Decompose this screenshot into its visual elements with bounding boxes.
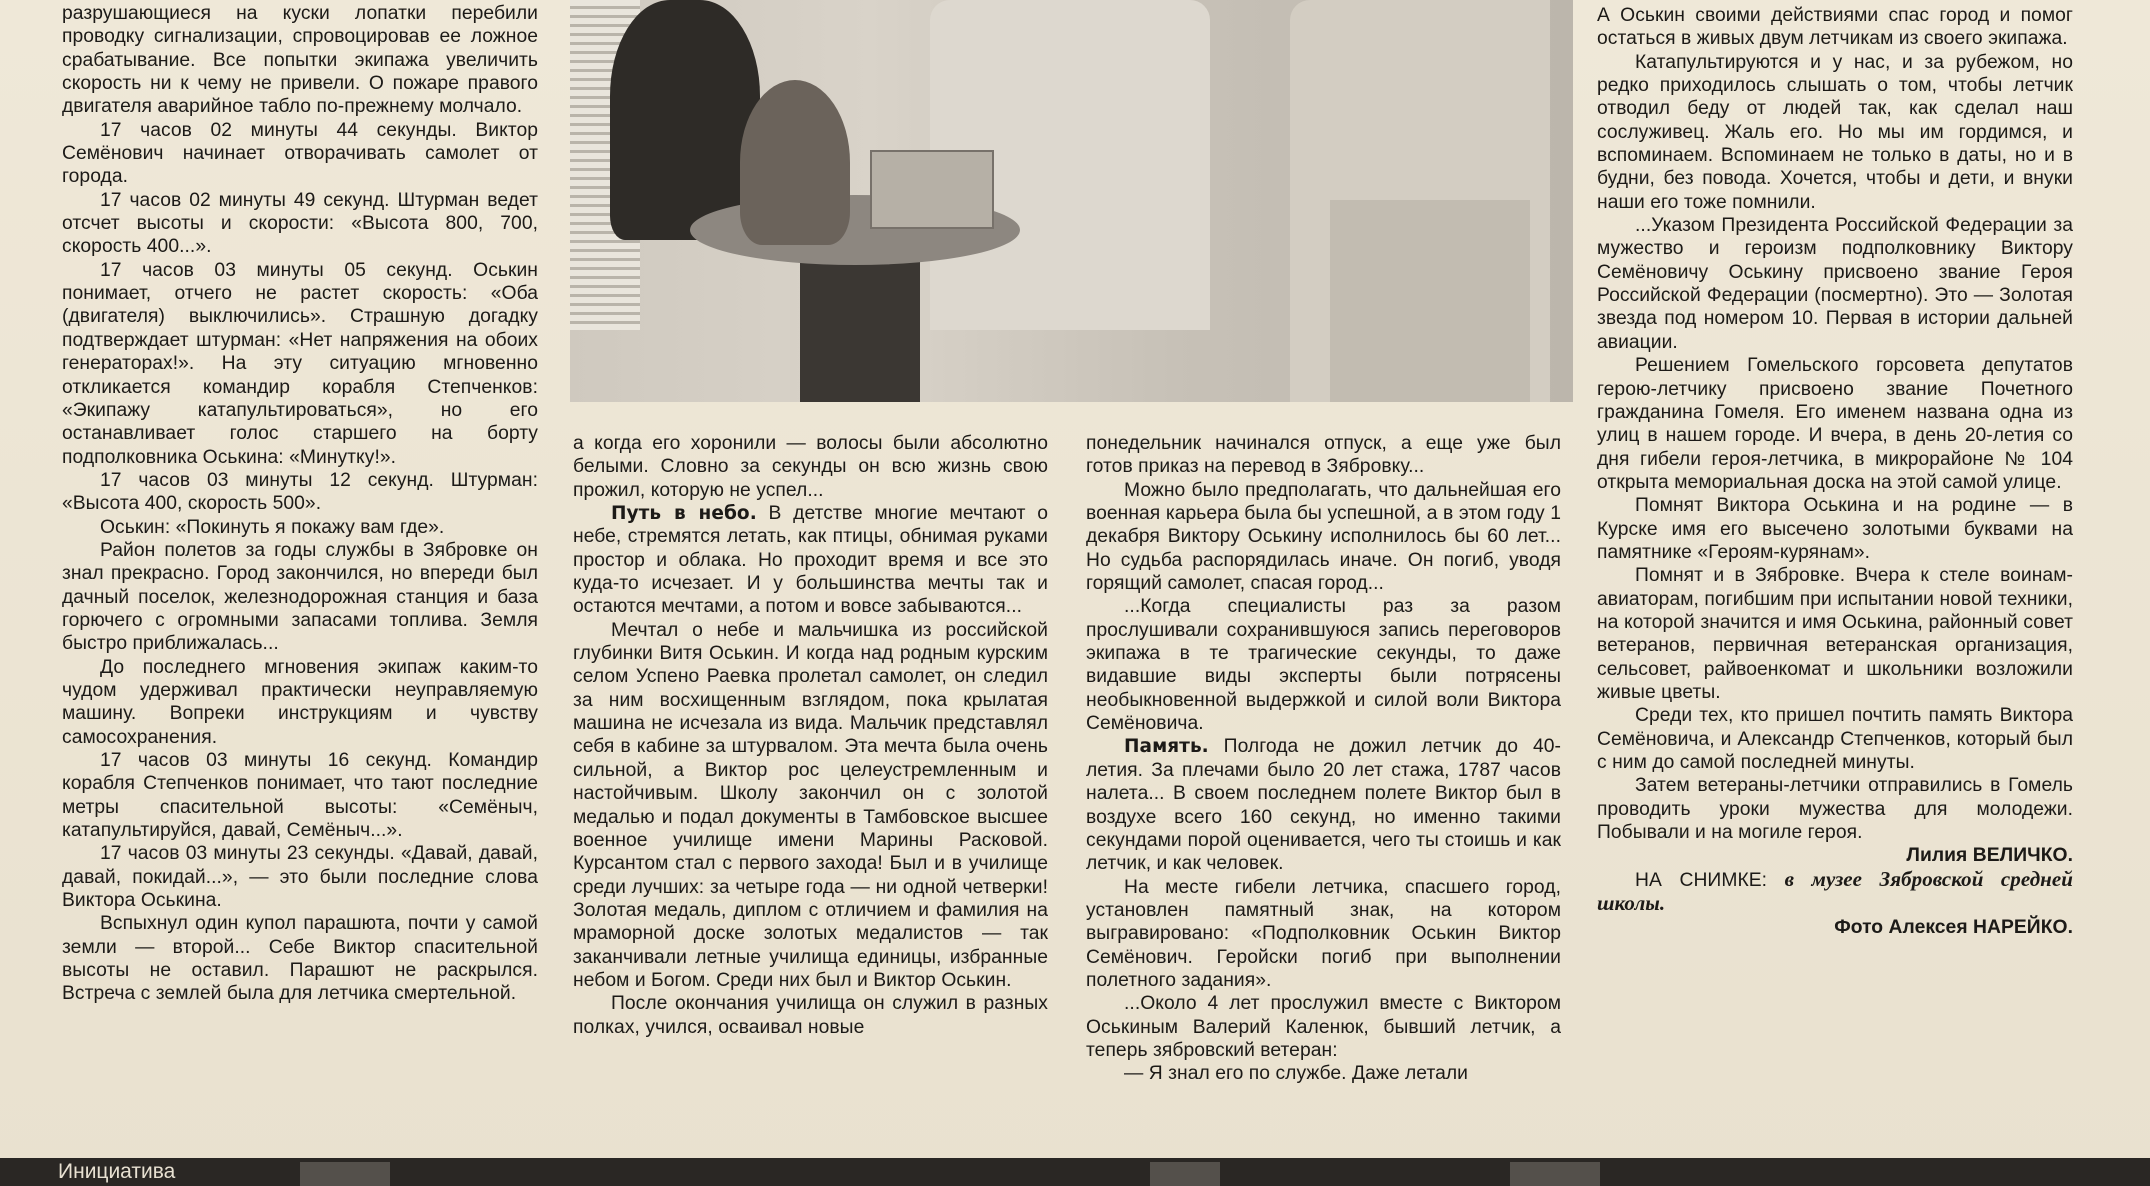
paragraph: Район полетов за годы службы в Зябровке он знал прекрасно. Город закончился, но впереди был дачный поселок, железнодорожная станция и база горючего с огромными запасами топлива. Земля быстро приближалась... [62,539,538,655]
author-signature: Лилия ВЕЛИЧКО. [1906,845,2073,867]
paragraph: На месте гибели летчика, спасшего город, установлен памятный знак, на котором выгравировано: «Подполковник Оськин Виктор Семёнович. Геройски погиб при выполнении полетного задания». [1086,876,1561,991]
paragraph: понедельник начинался отпуск, а еще уже был готов приказ на перевод в Зябровку... [1086,433,1561,478]
article-photo [570,0,1573,402]
paragraph: Среди тех, кто пришел почтить память Виктора Семёновича, и Александр Степченков, который был с ним до самой последней минуты. [1597,705,2073,773]
headline-letter-block [1150,1162,1220,1186]
paragraph: Помнят и в Зябровке. Вчера к стеле воинам-авиаторам, погибшим при испытании новой техники, на которой значится и имя Оськина, районный совет ветеранов, первичная ветеранская организация, сельсовет, райвоенкомат и школьники возложили живые цветы. [1597,565,2073,703]
paragraph: Помнят Виктора Оськина и на родине — в Курске имя его высечено золотыми буквами на памятнике «Героям-курянам». [1597,495,2073,563]
photo-person-right-pants [1330,200,1530,402]
article-column-1 [62,2,538,1006]
paragraph: Решением Гомельского горсовета депутатов герою-летчику присвоено звание Почетного гражданина Гомеля. Его именем названа одна из улиц в нашем городе. И вчера, в день 20-летия со дня гибели героя-летчика, в микрорайоне № 104 открыта мемориальная доска на этой самой улице. [1597,355,2073,493]
photo-credit: Фото Алексея НАРЕЙКО. [1834,917,2073,939]
rubric-label: Инициатива [58,1160,176,1183]
paragraph: Вспыхнул один купол парашюта, почти у самой земли — второй... Себе Виктор спасительной высоты не оставил. Парашют не раскрылся. Встреча с землей была для летчика смертельной. [62,913,538,1005]
paragraph: 17 часов 03 минуты 23 секунды. «Давай, давай, давай, покидай...», — это были последние слова Виктора Оськина. [62,843,538,912]
paragraph: ...Около 4 лет прослужил вместе с Виктором Оськиным Валерий Каленюк, бывший летчик, а теперь зябровский ветеран: [1086,993,1561,1061]
paragraph-text: В детстве многие мечтают о небе, стремятся летать, как птицы, обнимая руками простор и облака. Но проходит время и все это куда-то исчезает. И у большинства мечты так и остаются мечтами, а потом и вовсе забываются... [573,503,1048,618]
paragraph: 17 часов 02 минуты 49 секунд. Штурман ведет отсчет высоты и скорости: «Высота 800, 700, скорость 400...». [62,189,538,258]
paragraph: Можно было предполагать, что дальнейшая его военная карьера была бы успешной, а в этом году 1 декабря Виктору Оськину исполнилось бы 60 лет... Но судьба распорядилась иначе. Он погиб, уводя горящий самолет, спасая город... [1086,479,1561,595]
section-heading-memory: Память. [1124,736,1209,758]
paragraph: Катапультируются и у нас, и за рубежом, но редко приходилось слышать о том, чтобы летчик отводил беду от людей так, как сделал наш сослуживец. Жаль его. Но мы им гордимся, и вспоминаем. Вспоминаем не только в даты, но и в будни, без повода. Хочется, чтобы и дети, и внуки наши его тоже помнили. [1597,51,2073,213]
paragraph: разрушающиеся на куски лопатки перебили проводку сигнализации, спровоцировав ее ложное срабатывание. Все попытки экипажа увеличить скорость ни к чему не привели. О пожаре правого двигателя аварийное табло по-прежнему молчало. [62,3,538,118]
paragraph: После окончания училища он служил в разных полках, учился, осваивал новые [573,993,1048,1038]
photo-table-leg [800,250,920,402]
paragraph [573,502,1048,619]
paragraph: 17 часов 03 минуты 16 секунд. Командир корабля Степченков понимает, что тают последние метры спасительной высоты: «Семёныч, катапультируйся, давай, Семёныч...». [62,750,538,842]
paragraph: ...Указом Президента Российской Федерации за мужество и героизм подполковнику Виктору Семёновичу Оськину присвоено звание Героя Российской Федерации (посмертно). Это — Золотая звезда под номером 10. Первая в истории дальней авиации. [1597,215,2073,353]
headline-letter-block [300,1162,390,1186]
paragraph: 17 часов 03 минуты 05 секунд. Оськин понимает, отчего не растет скорость: «Оба (двигателя) выключились». Страшную догадку подтверждает штурман: «Нет напряжения на обоих генераторах!». На эту ситуацию мгновенно откликается командир корабля Степченков: «Экипажу катапультироваться», но его останавливает голос старшего на борту подполковника Оськина: «Минутку!». [62,259,538,468]
section-heading-sky: Путь в небо. [611,503,757,525]
paragraph: 17 часов 02 минуты 44 секунды. Виктор Семёнович начинает отворачивать самолет от города. [62,119,538,188]
photo-display-box [870,150,994,229]
caption-text: в музее Зябровской средней школы. [1597,866,2073,916]
paragraph: ...Когда специалисты раз за разом прослушивали сохранившуюся запись переговоров экипажа в те трагические секунды, то даже видавшие виды эксперты были потрясены необыкновенной выдержкой и силой воли Виктора Семёновича. [1086,596,1561,735]
photo-caption [1597,868,2073,917]
paragraph: 17 часов 03 минуты 12 секунд. Штурман: «Высота 400, скорость 500». [62,469,538,515]
photo-statuette [740,80,850,245]
paragraph-text: Полгода не дожил летчик до 40-летия. За плечами было 20 лет стажа, 1787 часов налета... В своем последнем полете Виктор был в воздухе всего 160 секунд, но именно такими секундами порой оценивается, чего ты стоишь и как летчик, и как человек. [1086,736,1561,875]
paragraph: До последнего мгновения экипаж каким-то чудом удерживал практически неуправляемую машину. Вопреки инструкциям и чувству самосохранения. [62,656,538,748]
paragraph [1086,735,1561,875]
article-column-4 [1597,4,2073,940]
paragraph: Мечтал о небе и мальчишка из российской глубинки Витя Оськин. И когда над родным курским селом Успено Раевка пролетал самолет, он следил за ним восхищенным взглядом, пока крылатая машина не исчезала из вида. Мальчик представлял себя в кабине за штурвалом. Эта мечта была очень сильной, а Виктор рос целеустремленным и настойчивым. Школу закончил он с золотой медалью и подал документы в Тамбовское высшее военное училище имени Марины Расковой. Курсантом стал с первого захода! Был и в училище среди лучших: за четыре года — ни одной четверки! Золотая медаль, диплом с отличием и фамилия на мраморной доске золотых медалистов — так заканчивали летные училища единицы, избранные небом и Богом. Среди них был и Виктор Оськин. [573,619,1048,991]
headline-letter-block [1510,1162,1600,1186]
paragraph: А Оськин своими действиями спас город и помог остаться в живых двум летчикам из своего экипажа. [1597,5,2073,50]
paragraph: а когда его хоронили — волосы были абсолютно белыми. Словно за секунды он всю жизнь свою прожил, которую не успел... [573,433,1048,501]
paragraph: Оськин: «Покинуть я покажу вам где». [100,516,445,538]
paragraph: — Я знал его по службе. Даже летали [1124,1063,1469,1085]
article-column-3 [1086,432,1561,1086]
paragraph: Затем ветераны-летчики отправились в Гомель проводить уроки мужества для молодежи. Побывали и на могиле героя. [1597,775,2073,844]
photo-person-left [610,0,760,240]
article-column-2 [573,432,1048,1039]
caption-lead: НА СНИМКЕ: [1635,869,1785,891]
